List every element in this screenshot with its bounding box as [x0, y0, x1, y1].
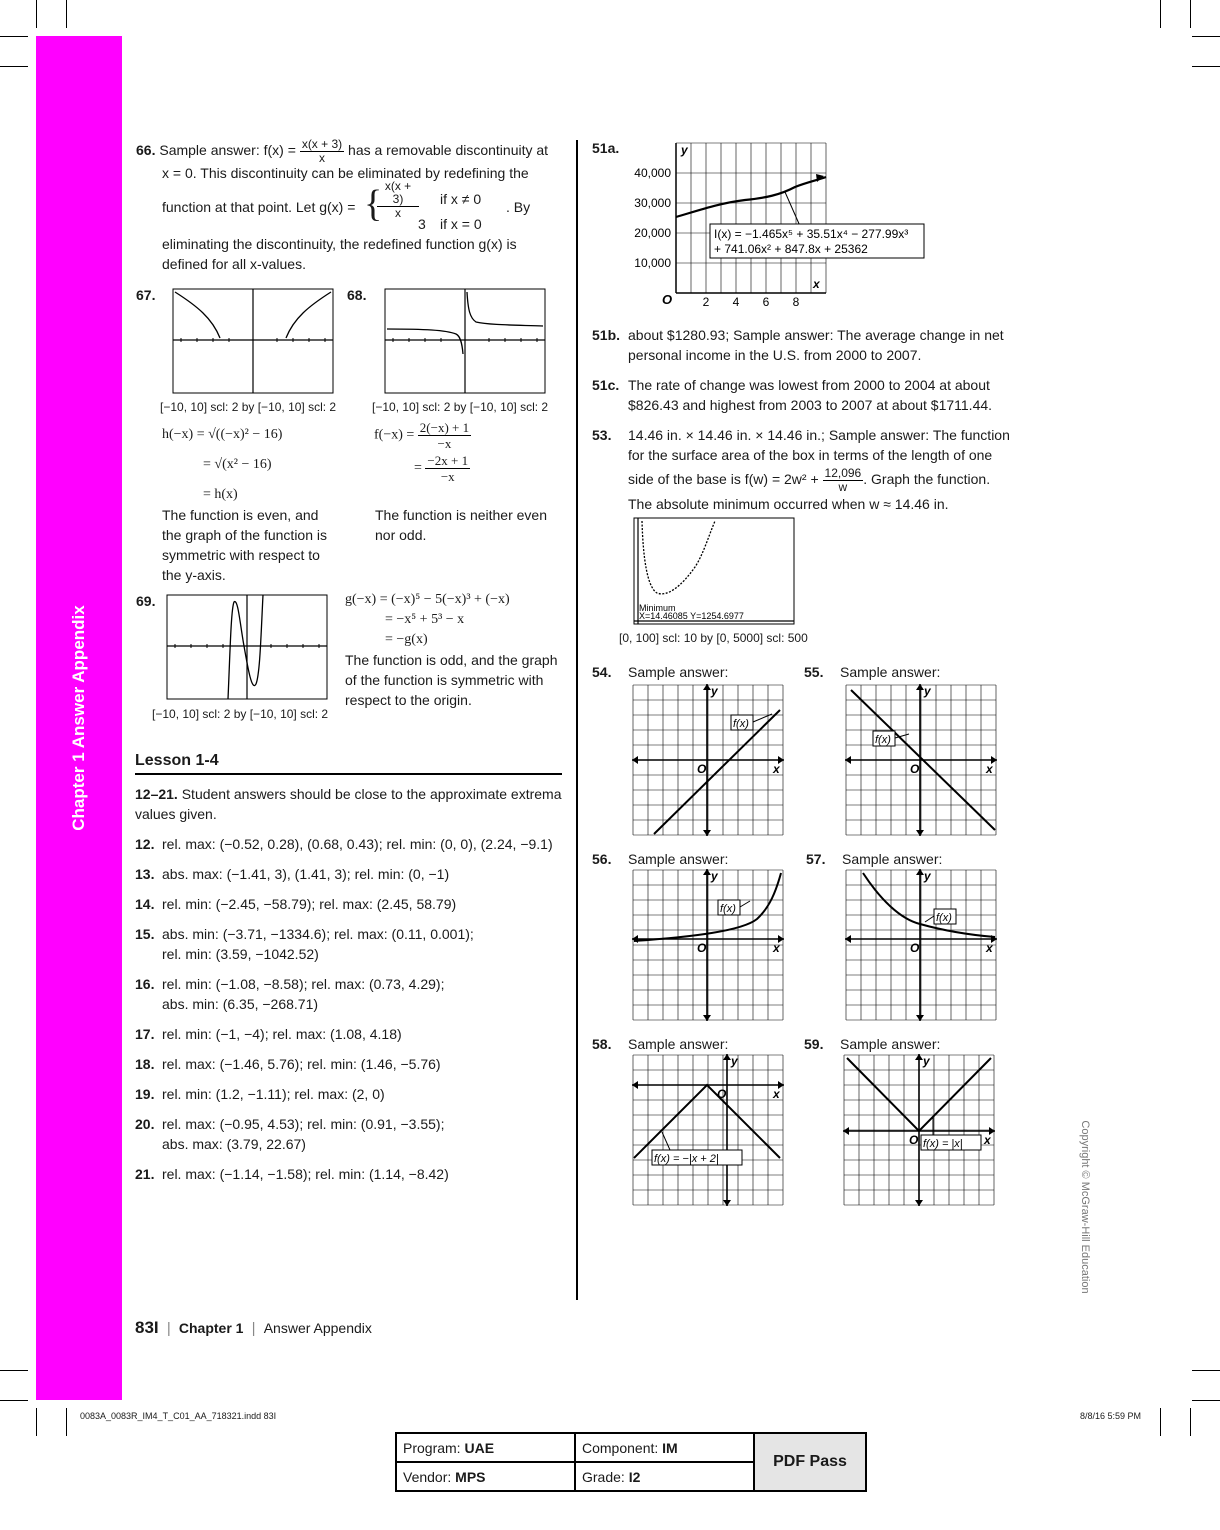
equation: = √(x² − 16) [203, 457, 272, 472]
text-line: rel. max: (−1.14, −1.58); rel. min: (1.14, −8.42) [162, 1166, 449, 1182]
program-value: UAE [464, 1439, 495, 1456]
problem-51b [592, 325, 1004, 365]
text: = [414, 460, 422, 476]
text-line: The function is neither even [375, 507, 547, 523]
grade-value: I2 [628, 1468, 641, 1485]
x-tick-label: 6 [762, 295, 770, 309]
text-line: the y-axis. [162, 567, 226, 583]
coordinate-graph-54 [632, 684, 784, 836]
text-line: rel. min: (−2.45, −58.79); rel. max: (2.45, 58.79) [162, 896, 457, 912]
field-label: Program: [403, 1439, 461, 1456]
graph-heading [804, 662, 940, 682]
problem-number: 14. [135, 896, 155, 912]
text: function at that point. Let g(x) = [162, 199, 356, 215]
text-line: abs. min: (−3.71, −1334.6); rel. max: (0.11, 0.001); [162, 926, 474, 942]
problem-number: 53. [592, 427, 612, 443]
problem-number: 12–21. [135, 786, 178, 802]
origin-label: O [910, 941, 920, 955]
y-axis-label: y [924, 684, 931, 698]
field-label: Vendor: [403, 1468, 452, 1485]
crop-mark [0, 1370, 28, 1371]
y-axis-label: y [731, 1054, 738, 1068]
graph-heading [806, 849, 942, 869]
text-line: values given. [135, 806, 217, 822]
fraction-numerator: x(x + 3) [301, 137, 343, 151]
footer-chapter: Chapter 1 [178, 1320, 244, 1336]
problem-number: 51c. [592, 377, 620, 393]
equation-line: + 741.06x² + 847.8x + 25362 [714, 242, 868, 256]
text-line: rel. min: (−1, −4); rel. max: (1.08, 4.18) [162, 1026, 402, 1042]
crop-mark [66, 0, 67, 28]
equation-line: I(x) = −1.465x⁵ + 35.51x⁴ − 277.99x³ [714, 227, 909, 241]
y-tick-label: 30,000 [634, 196, 671, 210]
y-axis-label: y [711, 684, 718, 698]
x-axis-label: x [984, 1133, 991, 1147]
answer-item [135, 1084, 565, 1104]
text-line: respect to the origin. [345, 692, 472, 708]
answer-item [135, 834, 565, 854]
slug-file: 0083A_0083R_IM4_T_C01_AA_718321.indd 83I [80, 1411, 277, 1421]
answer-item [135, 1054, 565, 1074]
field-label: Component: [582, 1439, 659, 1456]
coordinate-graph-59 [843, 1054, 995, 1206]
text: . Graph the function. [863, 471, 991, 488]
text-line: rel. min: (3.59, −1042.52) [162, 946, 319, 962]
crop-mark [1192, 1400, 1220, 1401]
text-line: The function is odd, and the graph [345, 652, 558, 668]
y-tick-label: 40,000 [634, 166, 671, 180]
text: Sample answer: [628, 851, 729, 867]
answer-item [135, 894, 565, 914]
equation: = −g(x) [385, 632, 428, 647]
problem-number: 54. [592, 664, 612, 680]
crop-mark [1192, 1370, 1220, 1371]
calculator-screen [633, 517, 795, 625]
crop-mark [1192, 36, 1220, 37]
explanation [162, 505, 327, 585]
text-line: about $1280.93; Sample answer: The average change in net [628, 327, 1004, 343]
text-line: The absolute minimum occurred when w ≈ 14.46 in. [628, 496, 949, 512]
text: Sample answer: f(x) = [159, 142, 296, 159]
origin-label: O [717, 1087, 727, 1101]
problem-number: 58. [592, 1036, 612, 1052]
origin-label: O [662, 292, 673, 307]
function-label: f(x) = |x| [923, 1138, 963, 1150]
problem-number: 12. [135, 836, 155, 852]
graph-51a [630, 140, 930, 310]
crop-mark [1160, 0, 1161, 28]
explanation [345, 650, 557, 710]
x-axis-label: x [986, 941, 993, 955]
problem-number: 21. [135, 1166, 155, 1182]
fraction-denominator: −x [440, 469, 455, 484]
copyright: Copyright © McGraw-Hill Education [1079, 1120, 1091, 1294]
problem-number: 57. [806, 851, 826, 867]
field-label: Grade: [582, 1468, 625, 1485]
text: Sample answer: [628, 664, 729, 680]
x-tick-label: 4 [732, 295, 740, 309]
coordinate-graph-57 [845, 869, 997, 1021]
graph-68 [384, 288, 546, 394]
origin-label: O [909, 1133, 919, 1147]
fraction-denominator: x [395, 206, 401, 220]
text: Sample answer: [840, 1036, 941, 1052]
answer-list [135, 834, 565, 1194]
function-label: f(x) [720, 903, 736, 915]
sidebar-label: Chapter 1 Answer Appendix [69, 605, 88, 831]
text-line: rel. max: (−0.95, 4.53); rel. min: (0.91, −3.55); [162, 1116, 445, 1132]
component-value: IM [662, 1439, 678, 1456]
answer-item [135, 924, 565, 964]
fraction-denominator: −x [437, 436, 452, 451]
text: Sample answer: [628, 1036, 729, 1052]
text-line: the graph of the function is [162, 527, 327, 543]
problem-number: 68. [347, 287, 367, 303]
fraction-numerator: 12,096 [824, 466, 862, 480]
text-line: abs. max: (3.79, 22.67) [162, 1136, 306, 1152]
crop-mark [66, 1408, 67, 1436]
graph-67 [172, 288, 334, 394]
section-heading: Lesson 1-4 [135, 752, 219, 769]
crop-mark [36, 1408, 37, 1436]
x-tick-label: 2 [702, 295, 710, 309]
text-line: abs. min: (6.35, −268.71) [162, 996, 319, 1012]
problem-51c [592, 375, 992, 415]
fraction-denominator: w [838, 480, 848, 494]
text: Student answers should be close to the approximate extrema [181, 786, 562, 802]
text: x = 0. This discontinuity can be eliminated by redefining the [162, 165, 529, 181]
problem-number: 51b. [592, 327, 621, 343]
text-line: rel. max: (−1.46, 5.76); rel. min: (1.46, −5.76) [162, 1056, 441, 1072]
text-line: The function is even, and [162, 507, 319, 523]
crop-mark [0, 36, 28, 37]
slug-date: 8/8/16 5:59 PM [1080, 1411, 1142, 1421]
text-line: nor odd. [375, 527, 427, 543]
job-info-table [395, 1432, 867, 1492]
problem-number: 59. [804, 1036, 824, 1052]
problem-number: 69. [136, 593, 156, 609]
y-tick-label: 10,000 [634, 256, 671, 270]
origin-label: O [697, 762, 707, 776]
text: . By [506, 199, 531, 215]
problem-number: 20. [135, 1116, 155, 1132]
graph-69 [166, 594, 328, 700]
equation: g(−x) = (−x)⁵ − 5(−x)³ + (−x) [345, 592, 510, 607]
x-axis-label: x [813, 277, 820, 291]
window-caption: [−10, 10] scl: 2 by [−10, 10] scl: 2 [160, 400, 337, 414]
y-axis-label: y [711, 869, 718, 883]
fraction-numerator: x(x + 3) [377, 180, 419, 207]
text-line: rel. max: (−0.52, 0.28), (0.68, 0.43); rel. min: (0, 0), (2.24, −9.1) [162, 836, 553, 852]
text-line: rel. min: (1.2, −1.11); rel. max: (2, 0) [162, 1086, 385, 1102]
problem-number: 15. [135, 926, 155, 942]
problem-number: 56. [592, 851, 612, 867]
fraction-numerator: 2(−x) + 1 [419, 420, 470, 435]
graph-heading [592, 849, 728, 869]
y-axis-label: y [923, 1054, 930, 1068]
vendor-value: MPS [455, 1468, 486, 1485]
column-divider [576, 140, 578, 1300]
crop-mark [1192, 66, 1220, 67]
function-label: f(x) [936, 912, 952, 924]
fraction-numerator: −2x + 1 [427, 453, 469, 468]
graph-heading [804, 1034, 940, 1054]
problem-number: 66. [136, 142, 156, 159]
problem-number: 13. [135, 866, 155, 882]
equation: h(−x) = √((−x)² − 16) [162, 427, 283, 442]
explanation [375, 505, 547, 545]
text-line: personal income in the U.S. from 2000 to 2007. [628, 347, 922, 363]
y-axis-label: y [924, 869, 931, 883]
coordinate-graph-56 [632, 869, 784, 1021]
text-line: for the surface area of the box in terms of the length of one [628, 447, 993, 463]
piece-condition: if x ≠ 0 [440, 191, 482, 207]
origin-label: O [697, 941, 707, 955]
page-number: 83I [135, 1318, 159, 1337]
window-caption: [0, 100] scl: 10 by [0, 5000] scl: 500 [619, 631, 808, 645]
function-label: f(x) = −|x + 2| [654, 1153, 719, 1165]
text: f(−x) = [374, 427, 415, 443]
answer-item [135, 864, 565, 884]
piece-value: 3 [418, 216, 426, 232]
x-axis-label: x [773, 762, 780, 776]
calc-line: X=14.46085 Y=1254.6977 [639, 611, 744, 621]
x-tick-label: 8 [792, 295, 800, 309]
status-badge: PDF Pass [754, 1433, 866, 1491]
origin-label: O [910, 762, 920, 776]
brace: { [364, 183, 383, 225]
crop-mark [1160, 1408, 1161, 1436]
function-curve [654, 710, 780, 834]
answer-item [135, 1164, 565, 1184]
problem-number: 67. [136, 287, 156, 303]
coordinate-graph-55 [845, 684, 997, 836]
text: Sample answer: [842, 851, 943, 867]
fraction-denominator: x [318, 151, 325, 165]
text: defined for all x-values. [162, 256, 306, 272]
window-caption: [−10, 10] scl: 2 by [−10, 10] scl: 2 [152, 707, 329, 721]
problem-number: 18. [135, 1056, 155, 1072]
footer-section: Answer Appendix [263, 1320, 372, 1336]
text: has a removable discontinuity at [348, 142, 549, 159]
piece-condition: if x = 0 [440, 216, 482, 232]
answer-item [135, 1024, 565, 1044]
function-label: f(x) [733, 718, 749, 730]
text: Sample answer: [840, 664, 941, 680]
text-line: The rate of change was lowest from 2000 to 2004 at about [628, 377, 990, 393]
text-line: abs. max: (−1.41, 3), (1.41, 3); rel. min: (0, −1) [162, 866, 450, 882]
calc-line: Minimum [639, 603, 676, 613]
y-tick-label: 20,000 [634, 226, 671, 240]
x-axis-label: x [773, 1087, 780, 1101]
problem-53 [592, 425, 1010, 514]
x-axis-label: x [986, 762, 993, 776]
page-footer: 83I | Chapter 1 | Answer Appendix [135, 1318, 372, 1337]
lesson-intro [135, 784, 562, 824]
problem-number: 19. [135, 1086, 155, 1102]
problem-number: 16. [135, 976, 155, 992]
crop-mark [36, 0, 37, 28]
text-line: of the function is symmetric with [345, 672, 544, 688]
answer-item [135, 1114, 565, 1154]
problem-number: 55. [804, 664, 824, 680]
crop-mark [0, 1400, 28, 1401]
text-line: $826.43 and highest from 2003 to 2007 at about $1711.44. [628, 397, 993, 413]
equation [414, 453, 470, 484]
problem-number: 51a. [592, 140, 620, 156]
text-line: symmetric with respect to [162, 547, 320, 563]
function-label: f(x) [875, 734, 891, 746]
equation: = h(x) [203, 487, 238, 502]
piece-fraction [377, 180, 419, 220]
equation [374, 420, 471, 451]
crop-mark [0, 66, 28, 67]
text: eliminating the discontinuity, the redefined function g(x) is [162, 236, 517, 252]
crop-mark [1190, 0, 1191, 28]
text-line: 14.46 in. × 14.46 in. × 14.46 in.; Sample answer: The function [628, 427, 1010, 443]
coordinate-graph-58 [632, 1054, 784, 1206]
x-axis-label: x [773, 941, 780, 955]
graph-heading [592, 662, 728, 682]
text: side of the base is f(w) = 2w² + [628, 471, 819, 488]
graph-heading [592, 1034, 728, 1054]
function-curve [634, 1085, 780, 1158]
problem-number: 17. [135, 1026, 155, 1042]
equation: = −x⁵ + 5³ − x [385, 612, 465, 627]
window-caption: [−10, 10] scl: 2 by [−10, 10] scl: 2 [372, 400, 549, 414]
crop-mark [1190, 1408, 1191, 1436]
text-line: rel. min: (−1.08, −8.58); rel. max: (0.73, 4.29); [162, 976, 445, 992]
y-axis-label: y [681, 143, 688, 157]
answer-item [135, 974, 565, 1014]
heading-rule [135, 773, 562, 775]
